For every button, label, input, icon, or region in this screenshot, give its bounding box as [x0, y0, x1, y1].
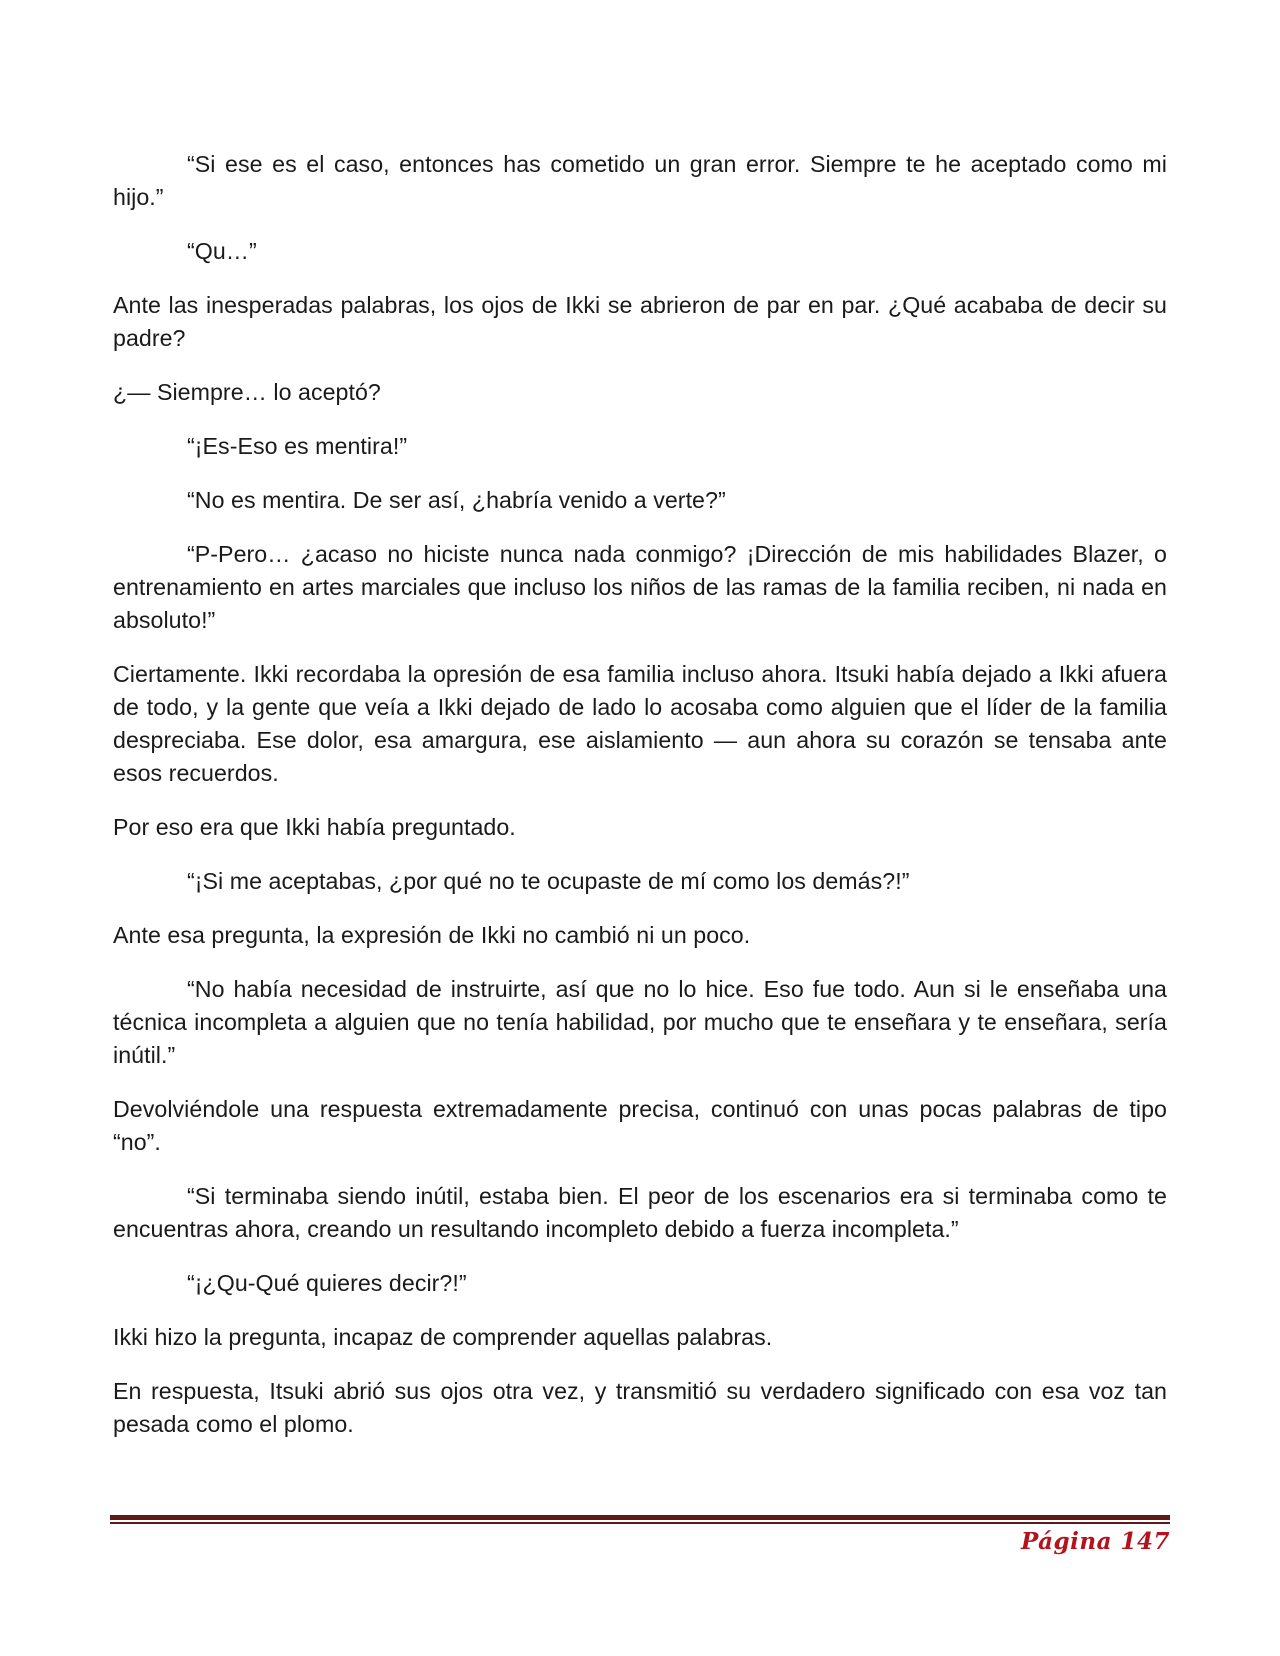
paragraph: Ikki hizo la pregunta, incapaz de comprender aquellas palabras.	[113, 1324, 773, 1350]
paragraph: ¿— Siempre… lo aceptó?	[113, 379, 381, 405]
footer-divider	[110, 1515, 1170, 1525]
page-body	[113, 148, 1167, 1462]
paragraph: Ante las inesperadas palabras, los ojos de Ikki se abrieron de par en par. ¿Qué acababa de decir su padre?	[113, 292, 1167, 351]
paragraph: “No es mentira. De ser así, ¿habría venido a verte?”	[187, 487, 726, 513]
paragraph: Por eso era que Ikki había preguntado.	[113, 814, 516, 840]
footer-divider-thin	[110, 1522, 1170, 1524]
paragraph: “¡Es-Eso es mentira!”	[187, 433, 408, 459]
paragraph: “¡Si me aceptabas, ¿por qué no te ocupaste de mí como los demás?!”	[187, 868, 910, 894]
paragraph: “Si ese es el caso, entonces has cometido un gran error. Siempre te he aceptado como mi hijo.”	[113, 151, 1167, 210]
paragraph: Devolviéndole una respuesta extremadamente precisa, continuó con unas pocas palabras de tipo “no”.	[113, 1096, 1167, 1155]
paragraph: “¡¿Qu-Qué quieres decir?!”	[187, 1270, 467, 1296]
paragraph: “No había necesidad de instruirte, así que no lo hice. Eso fue todo. Aun si le enseñaba una técnica incompleta a alguien que no tenía habilidad, por mucho que te enseñara y te enseñara, sería inútil.”	[113, 976, 1167, 1068]
paragraph: Ciertamente. Ikki recordaba la opresión de esa familia incluso ahora. Itsuki había dejado a Ikki afuera de todo, y la gente que veía a Ikki dejado de lado lo acosaba como alguien que el líder de la familia despreciaba. Ese dolor, esa amargura, ese aislamiento — aun ahora su corazón se tensaba ante esos recuerdos.	[113, 661, 1167, 786]
paragraph: En respuesta, Itsuki abrió sus ojos otra vez, y transmitió su verdadero significado con esa voz tan pesada como el plomo.	[113, 1378, 1167, 1437]
paragraph: “Si terminaba siendo inútil, estaba bien. El peor de los escenarios era si terminaba como te encuentras ahora, creando un resultando incompleto debido a fuerza incompleta.”	[113, 1183, 1167, 1242]
paragraph: Ante esa pregunta, la expresión de Ikki no cambió ni un poco.	[113, 922, 751, 948]
paragraph: “Qu…”	[187, 238, 257, 264]
footer-divider-thick	[110, 1515, 1170, 1520]
paragraph: “P-Pero… ¿acaso no hiciste nunca nada conmigo? ¡Dirección de mis habilidades Blazer, o entrenamiento en artes marciales que incluso los niños de las ramas de la familia reciben, ni nada en absoluto!”	[113, 541, 1167, 633]
page-number: Página 147	[1020, 1528, 1170, 1555]
